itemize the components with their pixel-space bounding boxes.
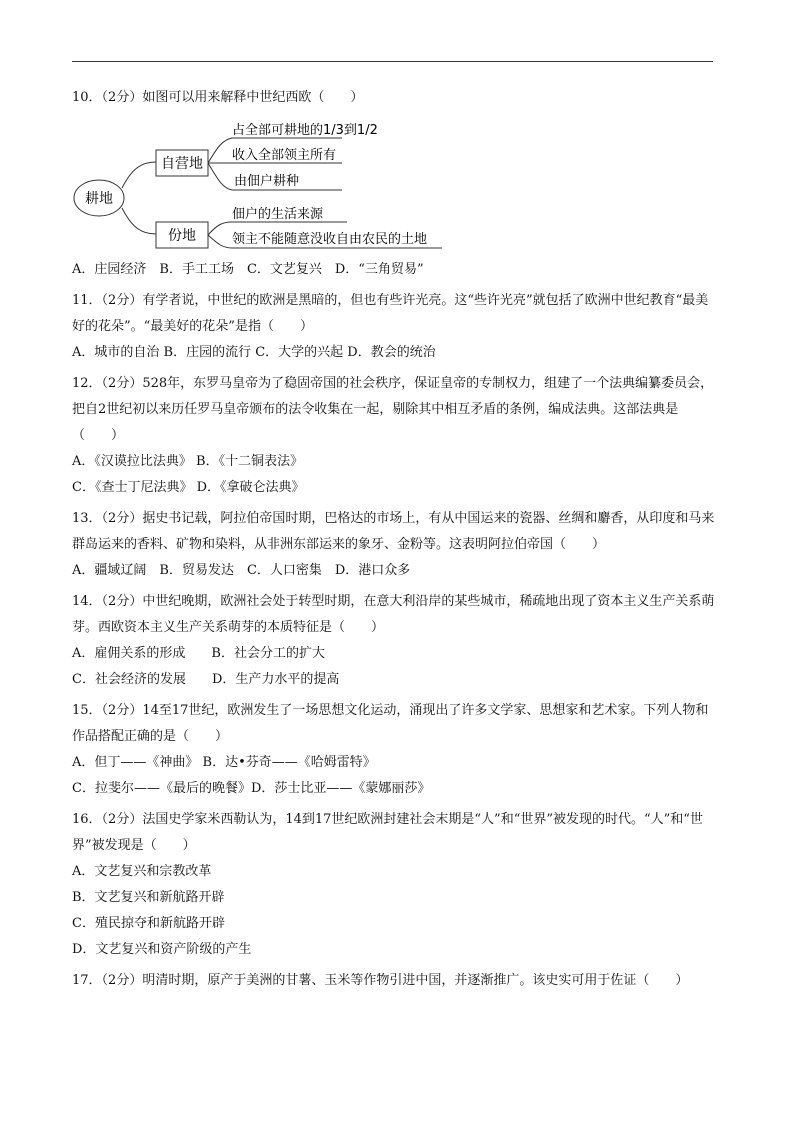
header-rule <box>72 61 713 62</box>
diagram-b1-item1: 占全部可耕地的1/3到1/2 <box>232 123 378 138</box>
question-16-option-d: D．文艺复兴和资产阶级的产生 <box>72 942 252 957</box>
question-14-stem: 14．（2分）中世纪晚期，欧洲社会处于转型时期，在意大利沿岸的某些城市，稀疏地出现了资本主义生产关系萌芽。西欧资本主义生产关系萌芽的本质特征是（ ） <box>72 594 715 635</box>
question-16-stem: 16．（2分）法国史学家米西勒认为，14到17世纪欧洲封建社会末期是“人”和“世界”被发现的时代。“人”和“世界”被发现是（ ） <box>72 812 703 853</box>
diagram-b2-item1: 佃户的生活来源 <box>232 207 324 222</box>
question-16-option-c: C．殖民掠夺和新航路开辟 <box>72 916 225 931</box>
question-14-options-1: A．雇佣关系的形成 B．社会分工的扩大 <box>72 646 325 661</box>
question-12-stem: 12．（2分）528年，东罗马皇帝为了稳固帝国的社会秩序，保证皇帝的专制权力，组建了一个法典编纂委员会，把自2世纪初以来历任罗马皇帝颁布的法令收集在一起，剔除其中相互矛盾的条例，编成法典。这部法典是（ ） <box>72 376 714 443</box>
question-12-options-1: A．《汉谟拉比法典》 B．《十二铜表法》 <box>72 454 304 469</box>
diagram-root-label: 耕地 <box>85 191 113 207</box>
question-11-options: A．城市的自治 B．庄园的流行 C．大学的兴起 D．教会的统治 <box>72 345 436 360</box>
question-list <box>72 90 717 994</box>
question-15-options-2: C．拉斐尔——《最后的晚餐》D．莎士比亚——《蒙娜丽莎》 <box>72 781 431 796</box>
question-11-stem: 11．（2分）有学者说，中世纪的欧洲是黑暗的，但也有些许光亮。这“些许光亮”就包括了欧洲中世纪教育“最美好的花朵”。“最美好的花朵”是指（ ） <box>72 293 709 334</box>
diagram-branch2-label: 份地 <box>168 228 196 244</box>
question-17-stem: 17．（2分）明清时期，原产于美洲的甘薯、玉米等作物引进中国，并逐渐推广。该史实可用于佐证（ ） <box>72 973 689 988</box>
question-13-options: A．疆域辽阔 B．贸易发达 C．人口密集 D．港口众多 <box>72 563 411 578</box>
diagram-branch1-label: 自营地 <box>161 156 203 172</box>
diagram-b2-item2: 领主不能随意没收自由农民的土地 <box>232 232 428 247</box>
question-16-option-a: A．文艺复兴和宗教改革 <box>72 864 212 879</box>
diagram-b1-item3: 由佃户耕种 <box>234 174 300 189</box>
question-15-options-1: A．但丁——《神曲》 B．达•芬奇——《哈姆雷特》 <box>72 755 376 770</box>
question-13-stem: 13．（2分）据史书记载，阿拉伯帝国时期，巴格达的市场上，有从中国运来的瓷器、丝绸和麝香，从印度和马来群岛运来的香料、矿物和染料，从非洲东部运来的象牙、金粉等。这表明阿拉伯帝国（ ） <box>72 511 715 552</box>
question-10-options: A．庄园经济 B．手工工场 C．文艺复兴 D．“三角贸易” <box>72 262 424 277</box>
question-16-option-b: B．文艺复兴和新航路开辟 <box>72 890 225 905</box>
question-12-options-2: C．《查士丁尼法典》 D．《拿破仑法典》 <box>72 480 305 495</box>
question-15-stem: 15．（2分）14至17世纪，欧洲发生了一场思想文化运动，涌现出了许多文学家、思想家和艺术家。下列人物和作品搭配正确的是（ ） <box>72 703 709 744</box>
question-14-options-2: C．社会经济的发展 D．生产力水平的提高 <box>72 672 340 687</box>
diagram-b1-item2: 收入全部领主所有 <box>232 148 337 163</box>
question-10-stem: 10．（2分）如图可以用来解释中世纪西欧（ ） <box>72 90 364 105</box>
